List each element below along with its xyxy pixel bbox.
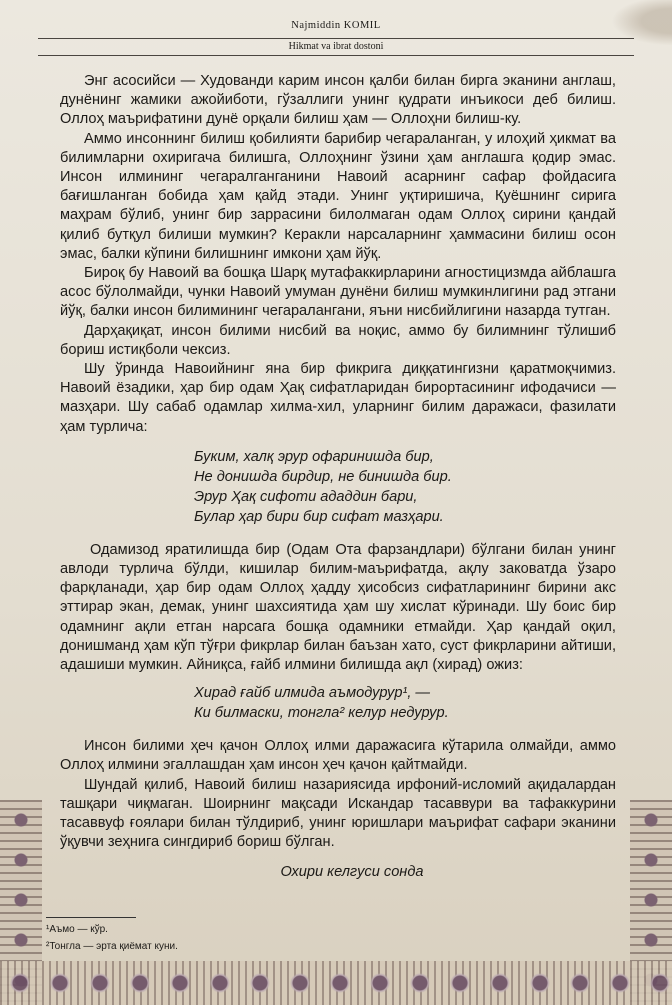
footnote: ¹Аъмо — кўр. (46, 924, 108, 935)
poem-line: Не донишда бирдир, не бинишда бир. (194, 468, 452, 485)
running-header (0, 0, 672, 60)
paragraph: Шу ўринда Навоийнинг яна бир фикрига диққатингизни қаратмоқчимиз. Навоий ёзадики, ҳар бир одам Ҳақ сифатларидан бирортасининг ифодачиси — мазҳари. Шу сабаб одамлар хилма-хил, уларнинг билим даражаси, фазилати ҳам турлича: (60, 361, 616, 435)
poem-line: Хирад ғайб илмида аъмодурур¹, — (194, 685, 431, 702)
paragraph: Одамизод яратилишда бир (Одам Ота фарзандлари) бўлгани билан унинг авлоди турлича бўлди, кишилар билим-маърифатда, ақлу заковатда ўзаро фарқланади, ҳар бир одам Оллоҳ ҳадду ҳисобсиз сифатларининг бирини акс эттирар экан, демак, унинг шахсиятида ҳам шу хислат кўринади. Шу боис бир одамнинг ақли етган нарсага бошқа одамники етмайди. Ҳар қандай оқил, донишманд ҳам кўп тўғри фикрлар билан баъзан хато, суст фикрларини айтиши, адашиши мумкин. Айниқса, ғайб илмини билишда ақл (хирад) ожиз: (60, 541, 616, 674)
article-body (60, 72, 616, 882)
footnote-rule (46, 917, 136, 918)
poem-quote (194, 683, 616, 723)
poem-line: Ки билмаски, тонгла² келур недурур. (194, 705, 449, 722)
header-rule-bottom (38, 55, 634, 56)
poem-line: Булар ҳар бири бир сифат мазҳари. (194, 508, 444, 525)
paragraph: Аммо инсоннинг билиш қобилияти барибир чегараланган, у илоҳий ҳикмат ва билимларни охиригача билишга, Оллоҳнинг ўзини ҳам англашга қодир эмас. Инсон илмининг чегаралганганини Навоий асарнинг сафар фойдасига бағишланган бобида ҳам қайд этади. Унинг уқтиришича, Қуёшнинг сирига маҳрам бўлиб, унинг бир заррасини билолмаган одам Оллоҳ сирини қандай қилиб бутқул билиши мумкин? Керакли нарсаларнинг ҳаммасини билиш осон эмас, балки кўпини билишнинг имкони ҳам йўқ. (60, 130, 616, 262)
paragraph: Энг асосийси — Худованди карим инсон қалби билан бирга эканини англаш, дунёнинг жамики ажойиботи, гўзаллиги унинг қудрати инъикоси деб билиш. Оллоҳ маърифатини дунё орқали билиш ҳам — Оллоҳни билиш-ку. (60, 73, 616, 128)
footnote: ²Тонгла — эрта қиёмат куни. (46, 941, 178, 952)
continued-note: Охири келгуси сонда (280, 863, 424, 880)
header-author: Najmiddin KOMIL (291, 20, 381, 31)
header-subtitle: Hikmat va ibrat dostoni (288, 41, 384, 52)
poem-quote (194, 447, 616, 527)
poem-line: Эрур Ҳақ сифоти ададдин бари, (194, 488, 418, 505)
paragraph: Дарҳақиқат, инсон билими нисбий ва ноқис, аммо бу билимнинг тўлишиб бориш истиқболи чексиз. (60, 322, 616, 358)
decorative-border-bottom (0, 961, 672, 1005)
footnotes (46, 917, 346, 955)
paragraph: Инсон билими ҳеч қачон Оллоҳ илми даражасига кўтарила олмайди, аммо Оллоҳ илмини эгаллашдан ҳам инсон ҳеч қачон қайтмайди. (60, 738, 616, 774)
paragraph: Шундай қилиб, Навоий билиш назариясида ирфоний-исломий ақидалардан ташқари чиқмаган. Шоирнинг мақсади Искандар тасаввури ва тафаккурини тасаввуф ғоялари билан тўлдириб, унинг юришлари маърифат сафари эканини ўқувчи зеҳнига сингдириб бориш бўлган. (60, 776, 616, 851)
header-rule-top (38, 38, 634, 39)
poem-line: Буким, халқ эрур офаринишда бир, (194, 448, 434, 465)
paragraph: Бироқ бу Навоий ва бошқа Шарқ мутафаккирларини агностицизмда айблашга асос бўлолмайди, чунки Навоий умуман дунёни билиш мумкинлигини рад этгани йўқ, балки инсон билимининг чегаралангани, яъни нисбийлигини назарда тутган. (60, 265, 616, 320)
